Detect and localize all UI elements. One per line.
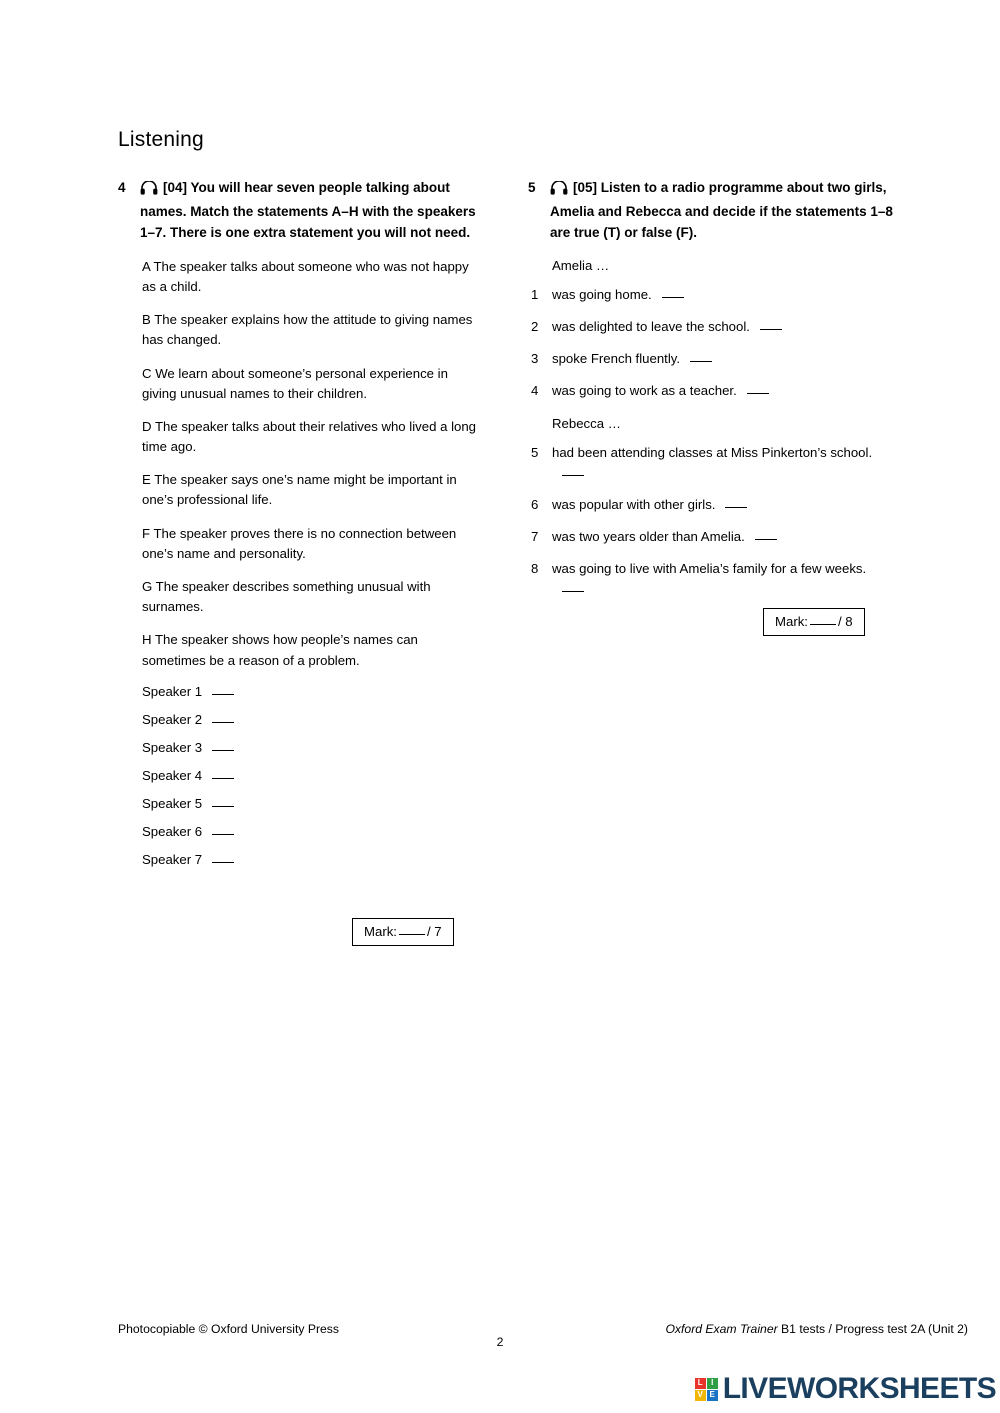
statement-b: B The speaker explains how the attitude to giving names has changed. <box>142 312 473 348</box>
task-5-instruction-text: Listen to a radio programme about two girls, Amelia and Rebecca and decide if the statements 1–8 are true (T) or false (F). <box>550 180 893 240</box>
item-number: 8 <box>531 561 539 577</box>
statement-c: C We learn about someone’s personal experience in giving unusual names to their children. <box>142 365 448 401</box>
speaker-row <box>118 824 478 839</box>
task-4-mark-box <box>352 918 454 946</box>
answer-blank[interactable] <box>725 497 747 508</box>
logo-letter-i: I <box>707 1378 718 1389</box>
item-text: had been attending classes at Miss Pinkerton’s school. <box>552 444 873 460</box>
speaker-label: Speaker 5 <box>142 795 203 811</box>
answer-blank[interactable] <box>760 319 782 330</box>
speaker-row <box>118 852 478 867</box>
statement-row <box>528 381 898 401</box>
mark-total: / 8 <box>837 614 853 629</box>
mark-label: Mark: <box>364 924 397 939</box>
task-4-instructions <box>140 178 478 244</box>
speaker-label: Speaker 1 <box>142 683 203 699</box>
task-4-track: [04] <box>163 180 188 195</box>
task-4-header <box>118 178 478 244</box>
answer-blank[interactable] <box>755 529 777 540</box>
answer-blank[interactable] <box>747 383 769 394</box>
statement-g: G The speaker describes something unusual with surnames. <box>142 579 431 615</box>
answer-blank[interactable] <box>212 740 234 751</box>
item-text: was going to live with Amelia’s family for a few weeks. <box>552 561 867 577</box>
statement-row <box>528 443 898 483</box>
answer-blank[interactable] <box>212 824 234 835</box>
task-4 <box>118 178 478 867</box>
logo-letter-e: E <box>707 1390 718 1401</box>
statement-row <box>528 349 898 369</box>
speaker-label: Speaker 4 <box>142 767 203 783</box>
speaker-label: Speaker 7 <box>142 851 203 867</box>
liveworksheets-logo-icon <box>695 1378 718 1401</box>
mark-blank[interactable] <box>810 614 836 625</box>
answer-blank[interactable] <box>212 852 234 863</box>
statement-h: H The speaker shows how people’s names can sometimes be a reason of a problem. <box>142 632 418 668</box>
item-text: was two years older than Amelia. <box>552 529 745 545</box>
footer-source-title: Oxford Exam Trainer <box>665 1322 778 1336</box>
speaker-row <box>118 684 478 699</box>
mark-label: Mark: <box>775 614 808 629</box>
answer-blank[interactable] <box>212 768 234 779</box>
task-5-mark-box <box>763 608 865 636</box>
item-number: 5 <box>531 444 539 460</box>
task-5-header <box>528 178 898 244</box>
mark-total: / 7 <box>426 924 442 939</box>
item-number: 3 <box>531 351 539 367</box>
item-number: 4 <box>531 383 539 399</box>
group-label-amelia: Amelia … <box>552 257 610 273</box>
statement-row <box>528 559 898 599</box>
task-4-number: 4 <box>118 180 126 195</box>
statement-e: E The speaker says one’s name might be important in one’s professional life. <box>142 472 457 508</box>
task-5-instructions <box>550 178 898 244</box>
answer-blank[interactable] <box>212 684 234 695</box>
item-text: was delighted to leave the school. <box>552 318 750 334</box>
page-number: 2 <box>496 1335 504 1349</box>
answer-blank[interactable] <box>212 796 234 807</box>
footer-source <box>665 1322 968 1336</box>
speaker-label: Speaker 3 <box>142 739 203 755</box>
footer-source-detail: B1 tests / Progress test 2A (Unit 2) <box>777 1322 968 1336</box>
answer-blank[interactable] <box>562 581 584 592</box>
speaker-label: Speaker 6 <box>142 823 203 839</box>
statement-row <box>528 285 898 305</box>
statement-a: A The speaker talks about someone who was not happy as a child. <box>142 258 469 294</box>
logo-letter-l: L <box>695 1378 706 1389</box>
answer-blank[interactable] <box>662 287 684 298</box>
footer-copyright: Photocopiable © Oxford University Press <box>118 1322 339 1336</box>
statement-row <box>528 527 898 547</box>
item-number: 7 <box>531 529 539 545</box>
statement-row <box>528 495 898 515</box>
headphones-icon <box>140 181 158 202</box>
item-text: was going home. <box>552 286 652 302</box>
answer-blank[interactable] <box>212 712 234 723</box>
speaker-row <box>118 740 478 755</box>
task-4-instruction-text: You will hear seven people talking about names. Match the statements A–H with the speakers 1–7. There is one extra statement you will not need. <box>140 180 476 240</box>
group-label-rebecca: Rebecca … <box>552 415 621 431</box>
item-text: spoke French fluently. <box>552 351 681 367</box>
task-4-mark-box-wrap <box>352 918 454 946</box>
task-5-track: [05] <box>573 180 598 195</box>
speaker-row <box>118 712 478 727</box>
answer-blank[interactable] <box>562 465 584 476</box>
task-5-mark-box-wrap <box>763 608 865 636</box>
item-number: 6 <box>531 496 539 512</box>
item-text: was going to work as a teacher. <box>552 383 737 399</box>
statement-f: F The speaker proves there is no connection between one’s name and personality. <box>142 525 457 561</box>
speaker-row <box>118 768 478 783</box>
logo-letter-v: V <box>695 1390 706 1401</box>
liveworksheets-wordmark: LIVEWORKSHEETS <box>722 1372 996 1405</box>
mark-blank[interactable] <box>399 924 425 935</box>
speaker-row <box>118 796 478 811</box>
liveworksheets-watermark <box>695 1372 996 1406</box>
item-text: was popular with other girls. <box>552 496 716 512</box>
speaker-label: Speaker 2 <box>142 711 203 727</box>
headphones-icon <box>550 181 568 202</box>
task-5-number: 5 <box>528 180 536 195</box>
statement-d: D The speaker talks about their relatives who lived a long time ago. <box>142 418 477 455</box>
task-5 <box>528 178 898 600</box>
item-number: 2 <box>531 318 539 334</box>
statement-row <box>528 317 898 337</box>
answer-blank[interactable] <box>690 351 712 362</box>
item-number: 1 <box>531 286 539 302</box>
page-title: Listening <box>118 128 204 151</box>
